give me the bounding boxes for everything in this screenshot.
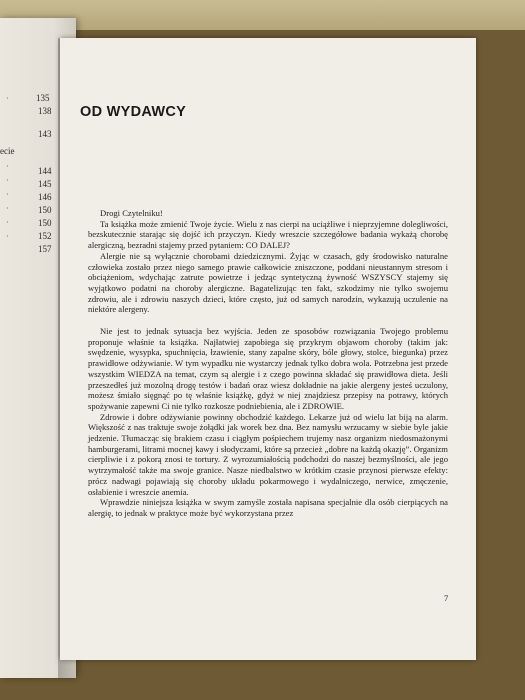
page-number: 7 [444, 593, 449, 603]
paragraph: Alergie nie są wyłącznie chorobami dziedzicznymi. Żyjąc w czasach, gdy środowisko naturalne człowieka zostało przez niego samego prawie całkowicie zniszczone, poddani nieustannym stresom i obciążeniom, wdychając zatrute powietrze i jedząc syntetyczną żywność WSZYSCY stajemy się wyjątkowo podatni na choroby alergiczne. Bagatelizując ten fakt, szkodzimy nie tylko swojemu zdrowiu, ale i zdrowiu naszych dzieci, które często, już od samych narodzin, wykazują uczulenie na niektóre alergeny. [88, 250, 448, 315]
toc-page-number: 150 [38, 205, 52, 215]
background [0, 0, 525, 30]
toc-page-number: 138 [38, 106, 52, 116]
paragraph: Nie jest to jednak sytuacja bez wyjścia. Jeden ze sposobów rozwiązania Twojego problemu proponuje właśnie ta książka. Najłatwiej zapobiega się przykrym objawom choroby (takim jak: swędzenie, wysypka, spuchnięcia, łzawienie, stany zapalne skóry, bóle głowy, stolce, biegunka) przez prawidłowe odżywianie. W tym wypadku nie wystarczy jednak tylko dobra wola. Potrzebna jest przede wszystkim WIEDZA na temat, czym są alergie i z czego powinna składać się prawidłowa dieta. Jeśli przeszedłeś już mozolną drogę testów i badań oraz wiesz dokładnie na jakie alergeny jesteś uczulony, możesz śmiało sięgnąć po tę właśnie książkę, gdyż w niej znajdziesz przepisy na potrawy, których spożywanie zapewni Ci nie tylko rozkosze podniebienia, ale i ZDROWIE. [88, 326, 448, 411]
paragraph: Wprawdzie niniejsza książka w swym zamyśle została napisana specjalnie dla osób cierpiących na alergię, to jednak w praktyce może być wykorzystana przez [88, 497, 448, 518]
chapter-fragment: ecie [0, 146, 15, 156]
toc-page-number: 143 [38, 129, 52, 139]
toc-page-number: 135 [36, 93, 50, 103]
toc-page-number: 150 [38, 218, 52, 228]
body-text [88, 208, 448, 519]
paragraph: Ta książka może zmienić Twoje życie. Wielu z nas cierpi na uciążliwe i nieprzyjemne dolegliwości, bezskutecznie starając się dojść ich przyczyn. Kiedy wreszcie szczegółowe badania wykażą chorobę alergiczną, bezradni stajemy przed pytaniem: CO DALEJ? [88, 218, 448, 251]
toc-page-number: 145 [38, 179, 52, 189]
toc-page-number: 152 [38, 231, 52, 241]
page-heading: OD WYDAWCY [80, 104, 187, 120]
right-page [60, 38, 476, 660]
toc-page-number: 157 [38, 244, 52, 254]
toc-page-number: 144 [38, 166, 52, 176]
left-page: ecie · · · · · · · 135 138 143 144 145 146 150 150 152 157 [0, 18, 76, 678]
salutation: Drogi Czytelniku! [100, 208, 163, 218]
paragraph: Zdrowie i dobre odżywianie powinny obchodzić każdego. Lekarze już od wielu lat biją na alarm. Większość z nas traktuje swoje żołądki jak worek bez dna. Bez namysłu wrzucamy w siebie byle jakie jedzenie. Tłumacząc się brakiem czasu i ciągłym pośpiechem trujemy nasz organizm niedosmażonymi hamburgerami, litrami mocnej kawy i słodyczami, które są przecież „dobre na każdą okazję”. Organizm cierpliwie i z pokorą znosi te tortury. Z wyrozumiałością podchodzi do naszej bezmyślności, ale jego wytrzymałość także ma swoje granice. Nasze niedbalstwo w krótkim czasie przynosi pierwsze efekty: prócz nadwagi pojawiają się choroby układu pokarmowego i wydalniczego, nerwice, zmęczenie, osłabienie i wreszcie anemia. [88, 411, 448, 497]
toc-page-number: 146 [38, 192, 52, 202]
